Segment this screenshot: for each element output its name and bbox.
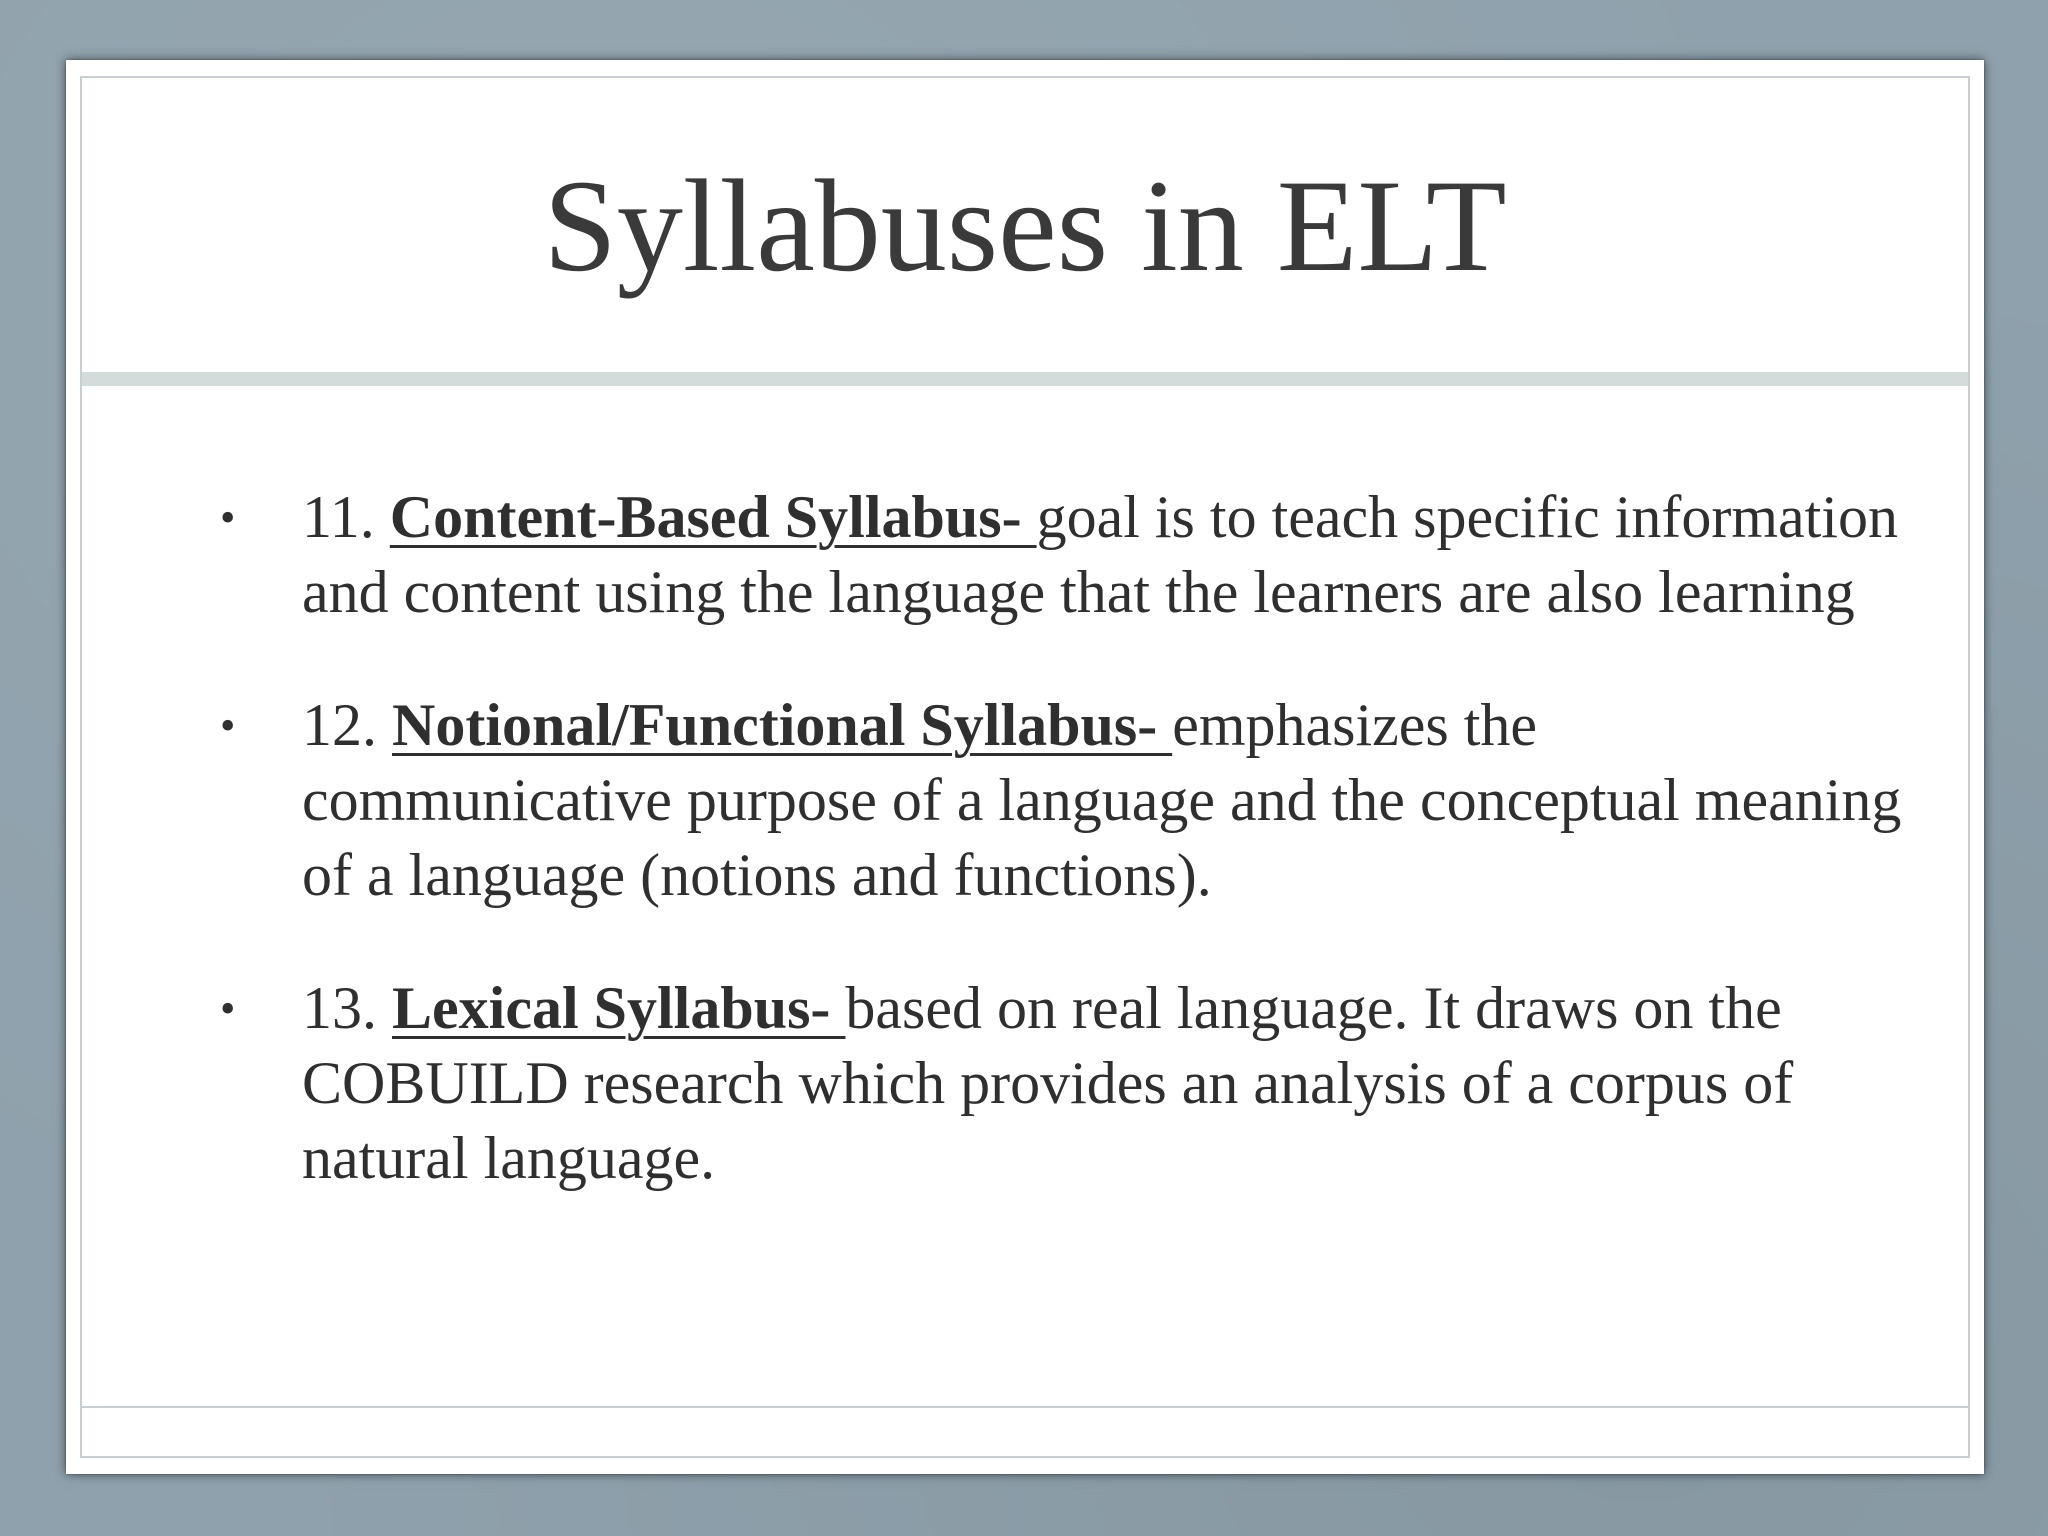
bullet-term: Notional/Functional Syllabus- <box>392 692 1173 758</box>
title-area <box>66 60 1984 360</box>
bullet-list <box>216 480 1906 1254</box>
bullet-icon: • <box>220 701 236 750</box>
bullet-text <box>302 688 1906 913</box>
bullet-number: 13. <box>302 975 377 1041</box>
bullet-icon: • <box>220 984 236 1033</box>
bullet-number: 12. <box>302 692 377 758</box>
bullet-item <box>216 971 1906 1196</box>
slide-title: Syllabuses in ELT <box>543 151 1507 299</box>
presentation-slide <box>66 60 1984 1474</box>
bullet-description: emphasizes the communicative purpose of a language and the conceptual meaning of a language (notions and functions). <box>302 692 1902 908</box>
bullet-item <box>216 688 1906 913</box>
bullet-term: Content-Based Syllabus- <box>389 484 1037 550</box>
title-divider <box>82 372 1968 386</box>
bullet-number: 11. <box>302 484 375 550</box>
bullet-icon: • <box>220 493 236 542</box>
footer-divider <box>82 1406 1968 1408</box>
bullet-text <box>302 971 1906 1196</box>
bullet-term: Lexical Syllabus- <box>392 975 846 1041</box>
bullet-text <box>302 480 1906 630</box>
bullet-description: goal is to teach specific information and content using the language that the learners are also learning <box>302 484 1898 625</box>
bullet-item <box>216 480 1906 630</box>
bullet-description: based on real language. It draws on the COBUILD research which provides an analysis of a corpus of natural language. <box>302 975 1794 1191</box>
